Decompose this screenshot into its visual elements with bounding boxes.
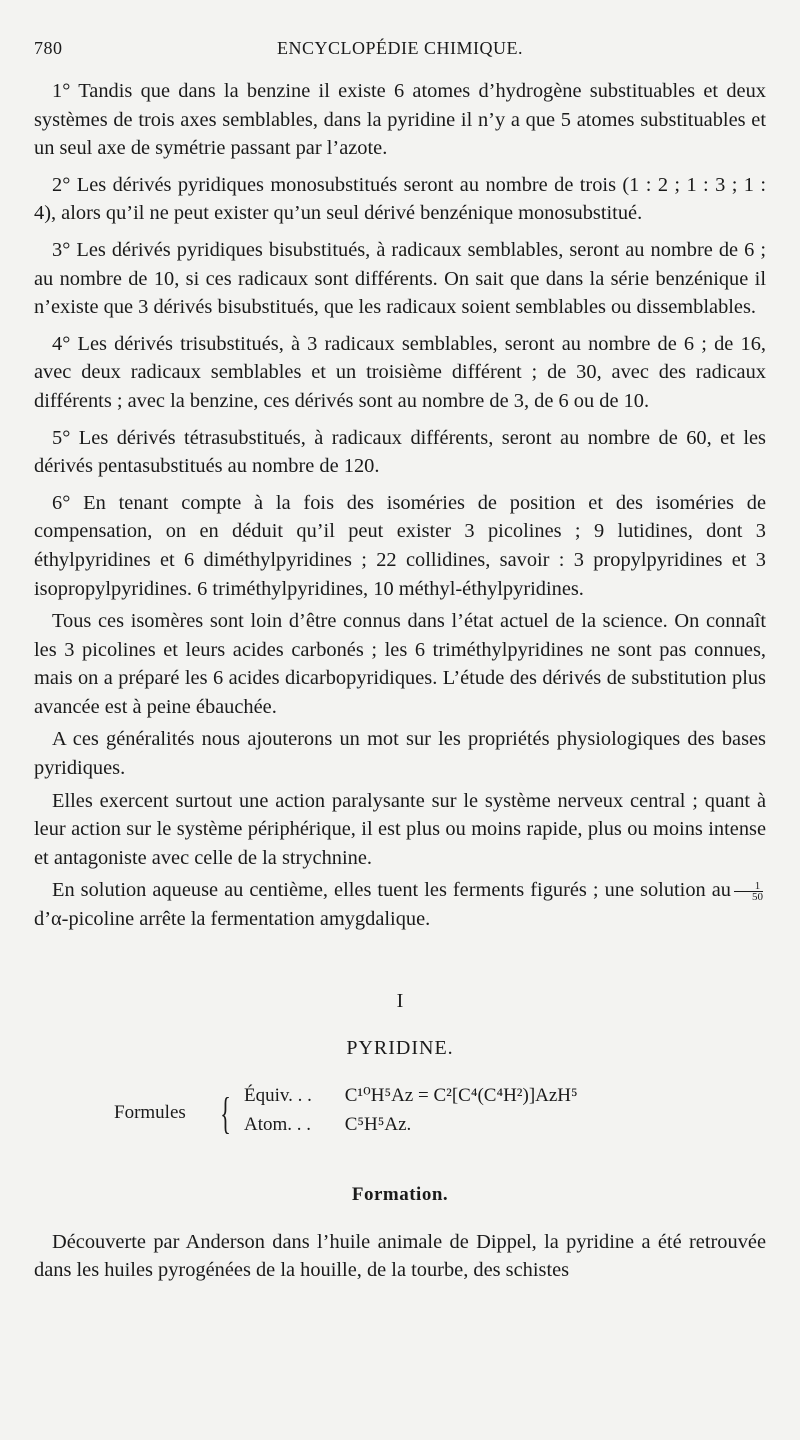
paragraph-6: 6° En tenant compte à la fois des isoméries de position et des isoméries de compensation, on en déduit qu’il peut exister 3 picolines ; 9 lutidines, dont 3 éthylpyridines et 6 diméthylpyridines ; 22 collidines, savoir : 3 propylpyridines et 3 isopropylpyridines. 6 triméthylpyridines, 10 méthyl-éthylpyridines. bbox=[34, 491, 766, 600]
paragraph-4: 4° Les dérivés trisubstitués, à 3 radicaux semblables, seront au nombre de 6 ; de 16, avec deux radicaux semblables et un troisième différent ; de 30, avec des radicaux différents ; avec la benzine, ces dérivés sont au nombre de 3, de 6 ou de 10. bbox=[34, 332, 766, 412]
paragraph-9: Elles exercent surtout une action paralysante sur le système nerveux central ; quant à leur action sur le système périphérique, il est plus ou moins rapide, plus ou moins intense et antagoniste avec celle de la strychnine. bbox=[34, 789, 766, 869]
paragraph-10-before: En solution aqueuse au centième, elles tuent les ferments figurés ; une solution au bbox=[52, 879, 731, 902]
formulas-label: Formules bbox=[114, 1101, 186, 1123]
section-number: I bbox=[396, 989, 404, 1012]
paragraph-10-after: d’α-picoline arrête la fermentation amygdalique. bbox=[34, 908, 431, 931]
brace-glyph: { bbox=[220, 1088, 231, 1138]
subheading: Formation. bbox=[351, 1183, 449, 1205]
running-head: ENCYCLOPÉDIE CHIMIQUE. bbox=[277, 38, 523, 58]
paragraph-10 bbox=[34, 876, 766, 933]
atom-label: Atom. . . bbox=[244, 1113, 312, 1135]
paragraph-7: Tous ces isomères sont loin d’être connus dans l’état actuel de la science. On connaît les 3 picolines et leurs acides carbonés ; les 6 triméthylpyridines ne sont pas connues, mais on a préparé les 6 acides dicarbopyridiques. L’étude des dérivés de substitution plus avancée est à peine ébauchée. bbox=[34, 610, 766, 718]
formulas-block bbox=[34, 1084, 766, 1148]
final-paragraph: Découverte par Anderson dans l’huile animale de Dippel, la pyridine a été retrouvée dans les huiles pyrogénées de la houille, de la tourbe, des schistes bbox=[34, 1230, 766, 1282]
paragraph-1: 1° Tandis que dans la benzine il existe 6 atomes d’hydrogène substituables et deux systèmes de trois axes semblables, dans la pyridine il n’y a que 5 atomes substituables et un seul axe de symétrie passant par l’azote. bbox=[34, 80, 766, 160]
paragraph-3: 3° Les dérivés pyridiques bisubstitués, à radicaux semblables, seront au nombre de 6 ; au nombre de 10, si ces radicaux sont différents. On sait que dans la série benzénique il n’existe que 3 dérivés bisubstitués, que les radicaux soient semblables ou dissemblables. bbox=[34, 238, 766, 319]
fraction-numerator: 1 bbox=[734, 881, 763, 892]
page-header bbox=[34, 38, 766, 59]
main-text bbox=[34, 77, 766, 934]
equiv-formula: C¹⁰H⁵Az = C²[C⁴(C⁴H²)]AzH⁵ bbox=[344, 1084, 578, 1106]
page-number: 780 bbox=[34, 38, 63, 58]
section-title: PYRIDINE. bbox=[346, 1036, 454, 1059]
fraction-denominator: 50 bbox=[752, 891, 763, 904]
formula-equiv-row bbox=[244, 1084, 578, 1107]
paragraph-5: 5° Les dérivés tétrasubstitués, à radicaux différents, seront au nombre de 60, et les dérivés pentasubstitués au nombre de 120. bbox=[34, 426, 766, 478]
final-text bbox=[34, 1228, 766, 1285]
formula-atom-row bbox=[244, 1114, 411, 1136]
paragraph-8: A ces généralités nous ajouterons un mot sur les propriétés physiologiques des bases pyridiques. bbox=[34, 728, 766, 780]
fraction bbox=[734, 881, 763, 902]
atom-formula: C⁵H⁵Az. bbox=[344, 1113, 412, 1135]
paragraph-2: 2° Les dérivés pyridiques monosubstitués seront au nombre de trois (1 : 2 ; 1 : 3 ; 1 : 4), alors qu’il ne peut exister qu’un seul dérivé benzénique monosubstitué. bbox=[34, 173, 766, 225]
equiv-label: Équiv. . . bbox=[244, 1084, 312, 1106]
